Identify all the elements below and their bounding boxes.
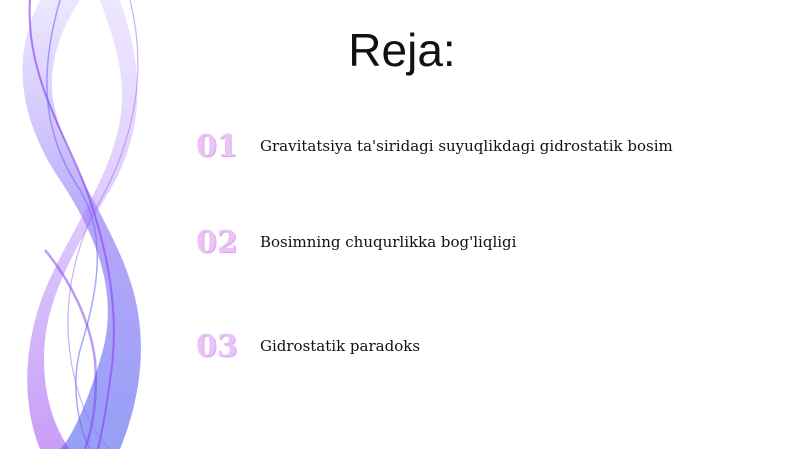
agenda-text-2: Bosimning chuqurlikka bog'liqligi [260,233,517,251]
agenda-text-3: Gidrostatik paradoks [260,337,421,355]
slide-title [0,20,800,80]
agenda-item-2 [196,222,516,262]
agenda-number-2: 02 [196,224,238,260]
agenda-text-1: Gravitatsiya ta'siridagi suyuqlikdagi gidrostatik bosim [260,137,673,155]
agenda-item-3 [196,326,420,366]
agenda-number-1: 01 [196,128,238,164]
agenda-number-3: 03 [196,328,238,364]
agenda-item-1 [196,126,673,166]
title-text: Reja: [348,24,456,76]
